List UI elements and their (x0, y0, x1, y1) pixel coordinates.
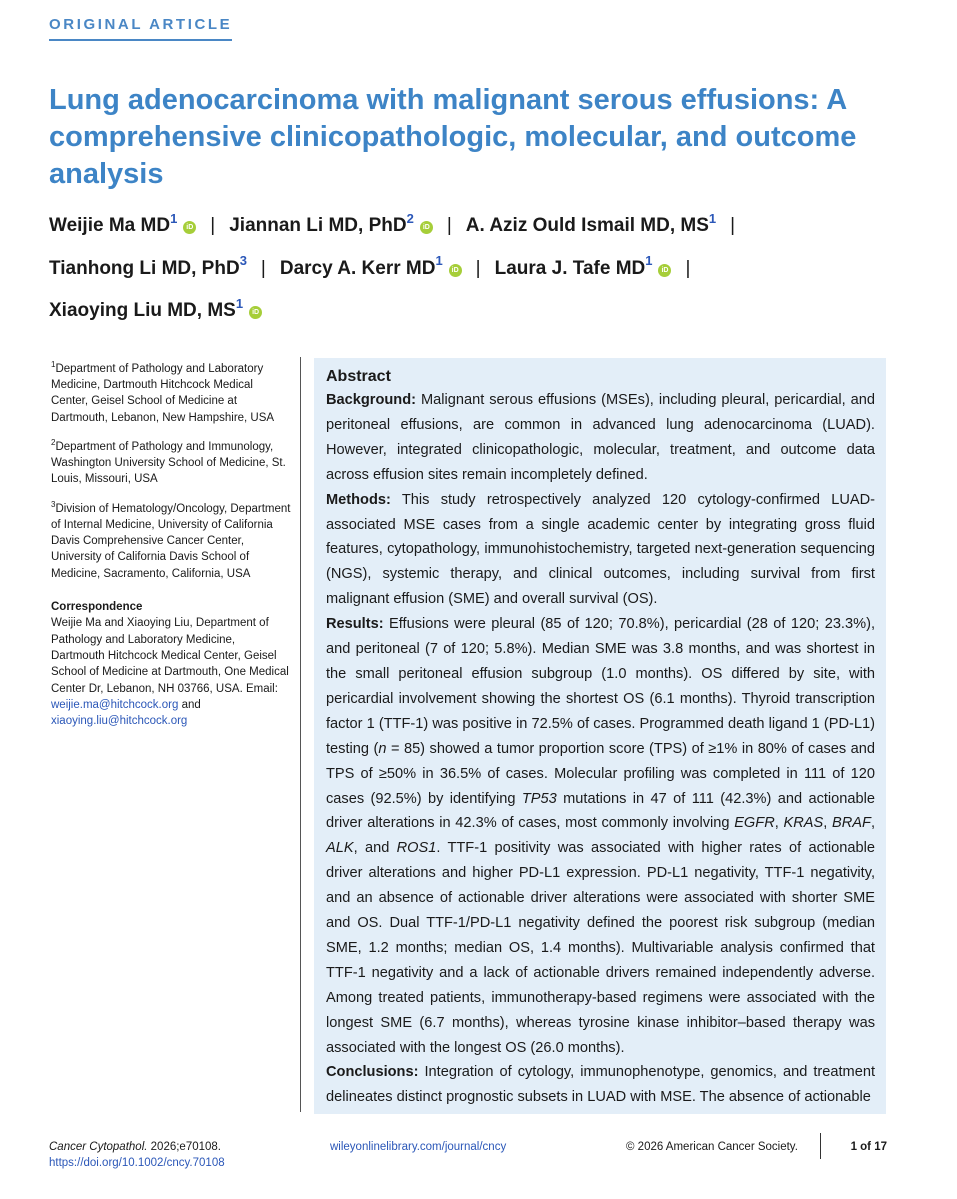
conclusions-label: Conclusions: (326, 1064, 419, 1081)
gene-name: ROS1 (396, 840, 437, 857)
author-6[interactable] (494, 253, 672, 279)
results-text: , (870, 815, 876, 832)
affiliation-2 (51, 435, 291, 488)
abstract-conclusions (326, 1060, 875, 1110)
footer-divider (820, 1133, 821, 1159)
author-affiliation-sup: 1 (708, 211, 717, 226)
page-number: 1 of 17 (850, 1141, 887, 1153)
results-italic: n (378, 740, 387, 757)
affiliation-1 (51, 357, 291, 426)
orcid-icon[interactable]: iD (420, 221, 433, 234)
copyright-text: © 2026 American Cancer Society. (626, 1141, 798, 1153)
author-list (49, 202, 929, 329)
author-name: Weijie Ma MD (49, 215, 171, 237)
author-separator: | (210, 215, 216, 237)
section-label: ORIGINAL ARTICLE (49, 16, 232, 41)
abstract-heading: Abstract (326, 368, 391, 385)
orcid-icon[interactable]: iD (249, 306, 262, 319)
abstract-methods (326, 488, 875, 613)
results-text: , (823, 815, 833, 832)
journal-url-link[interactable]: wileyonlinelibrary.com/journal/cncy (330, 1141, 507, 1153)
email-and: and (181, 698, 201, 711)
author-separator: | (260, 257, 266, 279)
author-7[interactable] (49, 295, 262, 321)
author-5[interactable] (279, 253, 462, 279)
affiliation-sup: 2 (51, 438, 56, 448)
results-label: Results: (326, 616, 384, 633)
author-separator: | (475, 257, 481, 279)
email-link-2[interactable]: xiaoying.liu@hitchcock.org (51, 715, 188, 728)
author-name: Xiaoying Liu MD, MS (49, 299, 236, 321)
gene-name: BRAF (832, 815, 871, 832)
affiliation-text: Department of Pathology and Laboratory Medicine, Dartmouth Hitchcock Medical Center, Geisel School of Medicine at Dartmouth, Lebanon, New Hampshire, USA (51, 362, 275, 424)
author-affiliation-sup: 1 (170, 211, 178, 226)
author-4[interactable] (49, 253, 247, 279)
author-separator: | (446, 215, 452, 237)
abstract-results (326, 612, 875, 1060)
correspondence-heading: Correspondence (51, 601, 143, 614)
author-separator: | (730, 215, 736, 237)
results-text: , and (353, 840, 397, 857)
author-affiliation-sup: 1 (435, 253, 443, 269)
column-divider (300, 357, 301, 1112)
affiliation-3 (51, 497, 291, 582)
results-text: , (774, 815, 784, 832)
footer-citation (49, 1139, 225, 1171)
background-text: Malignant serous effusions (MSEs), including pleural, pericardial, and peritoneal effusions, are common in advanced lung adenocarcinoma (LUAD). However, integrated clinicopathologic, molecular, treatment, and outcome data across effusion sites remain incompletely defined. (326, 392, 875, 483)
author-name: Jiannan Li MD, PhD (229, 215, 407, 237)
affiliation-sup: 1 (51, 360, 56, 369)
author-1[interactable] (49, 211, 196, 237)
methods-label: Methods: (326, 491, 391, 508)
author-affiliation-sup: 2 (406, 211, 414, 226)
conclusions-text: Integration of cytology, immunophenotype, genomics, and treatment delineates distinct prognostic subsets in LUAD with MSE. The absence of actionable (326, 1064, 875, 1106)
gene-name: TP53 (521, 790, 557, 807)
journal-name: Cancer Cytopathol. (49, 1141, 148, 1153)
author-name: A. Aziz Ould Ismail MD, MS (465, 215, 709, 237)
author-name: Darcy A. Kerr MD (279, 257, 436, 279)
author-name: Laura J. Tafe MD (494, 257, 646, 279)
affiliation-sup: 3 (51, 499, 56, 509)
orcid-icon[interactable]: iD (449, 264, 462, 277)
correspondence-text (51, 615, 291, 729)
email-link-1[interactable]: weijie.ma@hitchcock.org (51, 698, 179, 711)
orcid-icon[interactable]: iD (183, 221, 196, 234)
affiliations-column (51, 357, 291, 729)
gene-name: KRAS (783, 815, 824, 832)
gene-name: EGFR (734, 815, 775, 832)
results-text: . TTF-1 positivity was associated with higher rates of actionable driver alterations and higher PD-L1 expression. PD-L1 negativity, TTF-1 negativity, and an absence of actionable driver alterations were associated with shorter SME and OS. Dual TTF-1/PD-L1 negativity defined the poorest risk subgroup (median SME, 1.2 months; median OS, 1.4 months). Multivariable analysis confirmed that TTF-1 negativity and a lack of actionable drivers remained independently adverse. Among treated patients, immunotherapy-based regimens were associated with the longest SME (6.7 months), whereas tyrosine kinase inhibitor–based therapy was associated with the longest OS (26.0 months). (326, 840, 876, 1056)
results-text: Effusions were pleural (85 of 120; 70.8%), pericardial (28 of 120; 23.3%), and peritoneal (7 of 120; 5.8%). Median SME was 3.8 months, and was shortest in the small peritoneal effusion subgroup (1.0 months). OS differed by site, with pericardial involvement showing the shortest OS (6.1 months). Thyroid transcription factor 1 (TTF-1) was positive in 72.5% of cases. Programmed death ligand 1 (PD-L1) testing ( (326, 616, 875, 757)
correspondence-address: Weijie Ma and Xiaoying Liu, Department of Pathology and Laboratory Medicine, Dartmouth Hitchcock Medical Center, Geisel School of Medicine at Dartmouth, One Medical Center Dr, Lebanon, NH 03766, USA. (51, 617, 289, 695)
author-2[interactable] (229, 211, 433, 237)
author-affiliation-sup: 3 (239, 253, 247, 269)
doi-link[interactable]: https://doi.org/10.1002/cncy.70108 (49, 1157, 225, 1169)
affiliation-text: Department of Pathology and Immunology, Washington University School of Medicine, St. Louis, Missouri, USA (51, 440, 286, 486)
affiliation-text: Division of Hematology/Oncology, Department of Internal Medicine, University of California Davis Comprehensive Cancer Center, University of California Davis School of Medicine, Sacramento, California, USA (51, 502, 291, 580)
methods-text: This study retrospectively analyzed 120 cytology-confirmed LUAD-associated MSE cases from a single academic center by integrating gross fluid features, cytopathology, immunohistochemistry, targeted next-generation sequencing (NGS), systemic therapy, and clinical outcomes, including survival from first malignant effusion (SME) and overall survival (OS). (326, 491, 875, 608)
article-title: Lung adenocarcinoma with malignant serous effusions: A comprehensive clinicopathologic, molecular, and outcome analysis (49, 84, 857, 190)
results-text: mutations in 47 of 111 (42.3%) and actionable driver alterations in 42.3% of cases, most commonly involving (326, 790, 875, 832)
abstract-background (326, 388, 875, 488)
email-label: Email: (245, 682, 278, 695)
author-affiliation-sup: 1 (235, 295, 244, 311)
author-name: Tianhong Li MD, PhD (49, 257, 240, 279)
gene-name: ALK (326, 840, 354, 857)
author-separator: | (685, 257, 691, 279)
abstract-box (314, 358, 886, 1114)
page-footer (49, 1139, 887, 1179)
citation-text: 2026;e70108. (150, 1141, 222, 1153)
author-affiliation-sup: 1 (645, 253, 653, 269)
background-label: Background: (326, 392, 416, 408)
results-text: = 85) showed a tumor proportion score (TPS) of ≥1% in 80% of cases and TPS of ≥50% in 36.5% of cases. Molecular profiling was completed in 111 of 120 cases (92.5%) by identifying (326, 740, 875, 807)
orcid-icon[interactable]: iD (658, 264, 671, 277)
author-3[interactable] (465, 211, 717, 237)
